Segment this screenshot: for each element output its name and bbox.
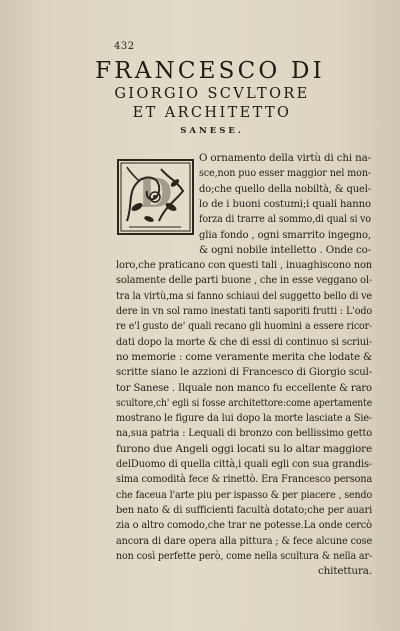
drop-cap-letter: D — [137, 170, 173, 217]
title-line-3: ET ARCHITETTO — [132, 105, 292, 121]
body-line: furono due Angeli oggi locati su lo altar maggiore — [116, 442, 373, 455]
body-line: tor Sanese . Ilquale non manco fu eccellente & raro — [116, 381, 372, 394]
decorated-initial — [117, 159, 194, 235]
body-line: non così perfette però, come nella scultura & nella ar- — [116, 549, 373, 562]
body-line: re e'l gusto de' quali recano gli huomini a essere ricor- — [116, 320, 373, 333]
body-line: do;che quello della nobiltà, & quel- — [199, 182, 371, 195]
body-line: tra la virtù,ma si fanno schiaui del suggetto bello di ve — [116, 289, 372, 302]
body-line: zia o altro comodo,che trar ne potesse.La onde cercò — [116, 519, 372, 532]
body-line: che faceua l'arte piu per ispasso & per piacere , sendo — [116, 488, 373, 501]
body-line: ben nato & di sufficienti facultà dotato;che per auari — [116, 503, 373, 516]
body-line: lo de i buoni costumi;i quali hanno — [199, 197, 371, 210]
body-line: chitettura. — [317, 565, 372, 578]
body-line: solamente delle parti buone , che in esse veggano ol- — [116, 274, 372, 287]
body-line: no memorie : come veramente merita che lodate & — [116, 350, 372, 363]
body-line: & ogni nobile intelletto . Onde co- — [199, 243, 372, 256]
body-line: scultore,ch' egli si fosse architettore:come apertamente — [116, 396, 373, 409]
title-line-2: GIORGIO SCVLTORE — [114, 86, 310, 102]
body-line: glia fondo , ogni smarrito ingegno, — [199, 228, 371, 241]
body-line: forza di trarre al sommo,di qual si vo — [199, 213, 371, 226]
body-line: ancora di dare opera alla pittura ; & fece alcune cose — [116, 534, 373, 547]
body-line: dati dopo la morte & che di essi di continuo si scriui- — [116, 335, 373, 348]
title-line-1: FRANCESCO DI — [95, 58, 325, 84]
body-line: loro,che praticano con questi tali , inuaghiscono non — [116, 259, 372, 272]
page-number: 432 — [114, 41, 135, 52]
body-line: dere in vn sol ramo inestati tanti saporiti frutti : L'odo — [116, 305, 373, 317]
floral-ornament-icon — [119, 161, 192, 233]
title-line-4: SANESE. — [180, 126, 244, 136]
body-line: delDuomo di quella città,i quali egli con sua grandis- — [116, 458, 373, 470]
body-line: sce,non puo esser maggior nel mon- — [199, 167, 372, 180]
body-line: O ornamento della virtù di chi na- — [199, 152, 371, 164]
body-line: sima comodità fece & rinettò. Era Francesco persona — [116, 473, 373, 486]
body-line: mostrano le figure da lui dopo la morte lasciate a Sie- — [116, 412, 373, 425]
body-line: scritte siano le azzioni di Francesco di Giorgio scul- — [116, 366, 372, 379]
body-line: na,sua patria : Lequali di bronzo con bellissimo getto — [116, 427, 372, 440]
